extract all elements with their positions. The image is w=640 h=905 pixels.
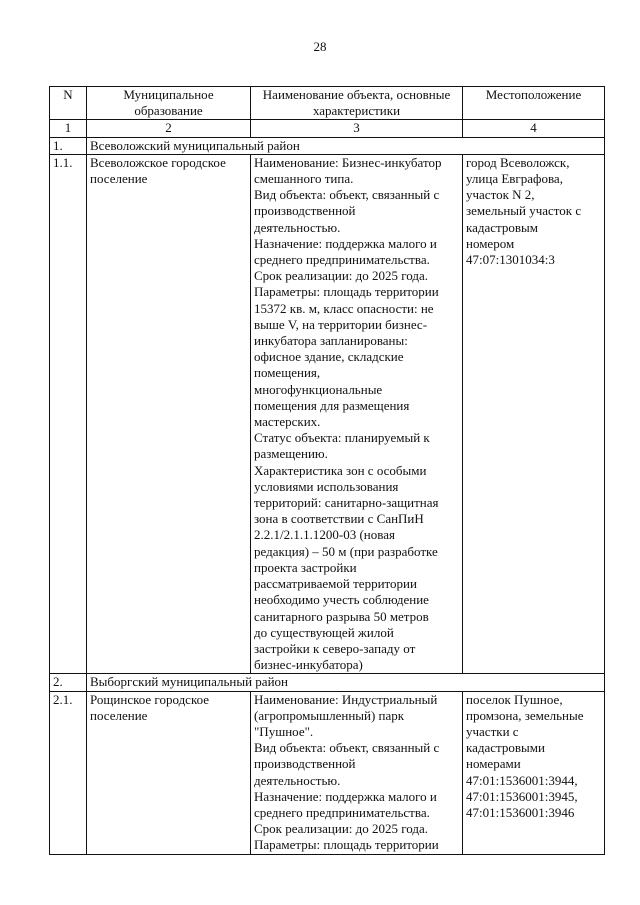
- text-line: "Пушное".: [254, 723, 314, 739]
- column-number: 1: [50, 120, 87, 137]
- header-col-object: Наименование объекта, основные характеристики: [251, 87, 463, 120]
- section-title: Выборгский муниципальный район: [87, 674, 605, 691]
- text-line: до существующей жилой: [254, 624, 394, 640]
- text-line: смешанного типа.: [254, 171, 354, 187]
- text-line: деятельностью.: [254, 219, 341, 235]
- text-line: Наименование: Бизнес-инкубатор: [254, 154, 442, 170]
- text-line: рассматриваемой территории: [254, 576, 417, 592]
- header-col-number: N: [50, 87, 87, 120]
- text-line: Срок реализации: до 2025 года.: [254, 821, 429, 837]
- text-line: зона в соответствии с СанПиН: [254, 511, 424, 527]
- text-line: Рощинское городское: [90, 691, 210, 707]
- section-title: Всеволожский муниципальный район: [87, 137, 605, 154]
- table-header-row: [50, 87, 605, 120]
- text-line: Всеволожское городское: [90, 154, 226, 170]
- item-location: [463, 691, 605, 854]
- text-line: 2.2.1/2.1.1.1200-03 (новая: [254, 527, 395, 543]
- column-number: 3: [251, 120, 463, 137]
- header-col-municipality: Муниципальное образование: [87, 87, 251, 120]
- section-row: [50, 674, 605, 691]
- page-number: 28: [313, 39, 327, 54]
- item-number: 2.1.: [50, 691, 87, 854]
- text-line: Срок реализации: до 2025 года.: [254, 268, 429, 284]
- item-description: [251, 154, 463, 674]
- text-line: среднего предпринимательства.: [254, 252, 430, 268]
- text-line: улица Евграфова,: [466, 171, 563, 187]
- text-line: 47:01:1536001:3945,: [466, 788, 578, 804]
- text-line: участки с: [466, 723, 519, 739]
- text-line: Назначение: поддержка малого и: [254, 788, 437, 804]
- column-number: 4: [463, 120, 605, 137]
- item-municipality: [87, 691, 251, 854]
- table-row: [50, 154, 605, 674]
- text-line: производственной: [254, 756, 356, 772]
- text-line: офисное здание, складские: [254, 349, 404, 365]
- text-line: промзона, земельные: [466, 707, 584, 723]
- text-line: Характеристика зон с особыми: [254, 462, 427, 478]
- text-line: 47:01:1536001:3946: [466, 804, 575, 820]
- header-col-location: Местоположение: [463, 87, 605, 120]
- text-line: 47:01:1536001:3944,: [466, 772, 578, 788]
- text-line: город Всеволожск,: [466, 154, 570, 170]
- text-line: поселение: [90, 707, 148, 723]
- text-line: инкубатора запланированы:: [254, 333, 408, 349]
- text-line: застройки к северо-западу от: [254, 640, 416, 656]
- text-line: Статус объекта: планируемый к: [254, 430, 430, 446]
- objects-table: [49, 86, 605, 855]
- text-line: санитарного разрыва 50 метров: [254, 608, 429, 624]
- text-line: мастерских.: [254, 414, 321, 430]
- text-line: помещения для размещения: [254, 397, 410, 413]
- text-line: производственной: [254, 203, 356, 219]
- item-number: 1.1.: [50, 154, 87, 674]
- text-line: деятельностью.: [254, 772, 341, 788]
- text-line: участок N 2,: [466, 187, 535, 203]
- text-line: среднего предпринимательства.: [254, 804, 430, 820]
- text-line: земельный участок с: [466, 203, 582, 219]
- text-line: территорий: санитарно-защитная: [254, 495, 439, 511]
- text-line: номером: [466, 235, 515, 251]
- table-row: [50, 691, 605, 854]
- text-line: необходимо учесть соблюдение: [254, 592, 429, 608]
- text-line: редакция) – 50 м (при разработке: [254, 543, 438, 559]
- text-line: выше V, на территории бизнес-: [254, 316, 428, 332]
- text-line: Назначение: поддержка малого и: [254, 235, 437, 251]
- section-row: [50, 137, 605, 154]
- item-description: [251, 691, 463, 854]
- text-line: Параметры: площадь территории: [254, 284, 439, 300]
- section-number: 1.: [50, 137, 87, 154]
- text-line: Вид объекта: объект, связанный с: [254, 187, 440, 203]
- text-line: номерами: [466, 756, 521, 772]
- item-municipality: [87, 154, 251, 674]
- text-line: кадастровым: [466, 219, 538, 235]
- text-line: помещения,: [254, 365, 321, 381]
- column-number: 2: [87, 120, 251, 137]
- section-number: 2.: [50, 674, 87, 691]
- text-line: условиями использования: [254, 478, 399, 494]
- text-line: кадастровыми: [466, 740, 545, 756]
- text-line: (агропромышленный) парк: [254, 707, 405, 723]
- column-numbers-row: [50, 120, 605, 137]
- text-line: бизнес-инкубатора): [254, 657, 363, 673]
- text-line: поселок Пушное,: [466, 691, 563, 707]
- text-line: 15372 кв. м, класс опасности: не: [254, 300, 434, 316]
- text-line: Наименование: Индустриальный: [254, 691, 438, 707]
- text-line: многофункциональные: [254, 381, 383, 397]
- text-line: Параметры: площадь территории: [254, 837, 439, 853]
- text-line: Вид объекта: объект, связанный с: [254, 740, 440, 756]
- item-location: [463, 154, 605, 674]
- text-line: 47:07:1301034:3: [466, 252, 555, 268]
- text-line: размещению.: [254, 446, 328, 462]
- text-line: проекта застройки: [254, 559, 357, 575]
- text-line: поселение: [90, 171, 148, 187]
